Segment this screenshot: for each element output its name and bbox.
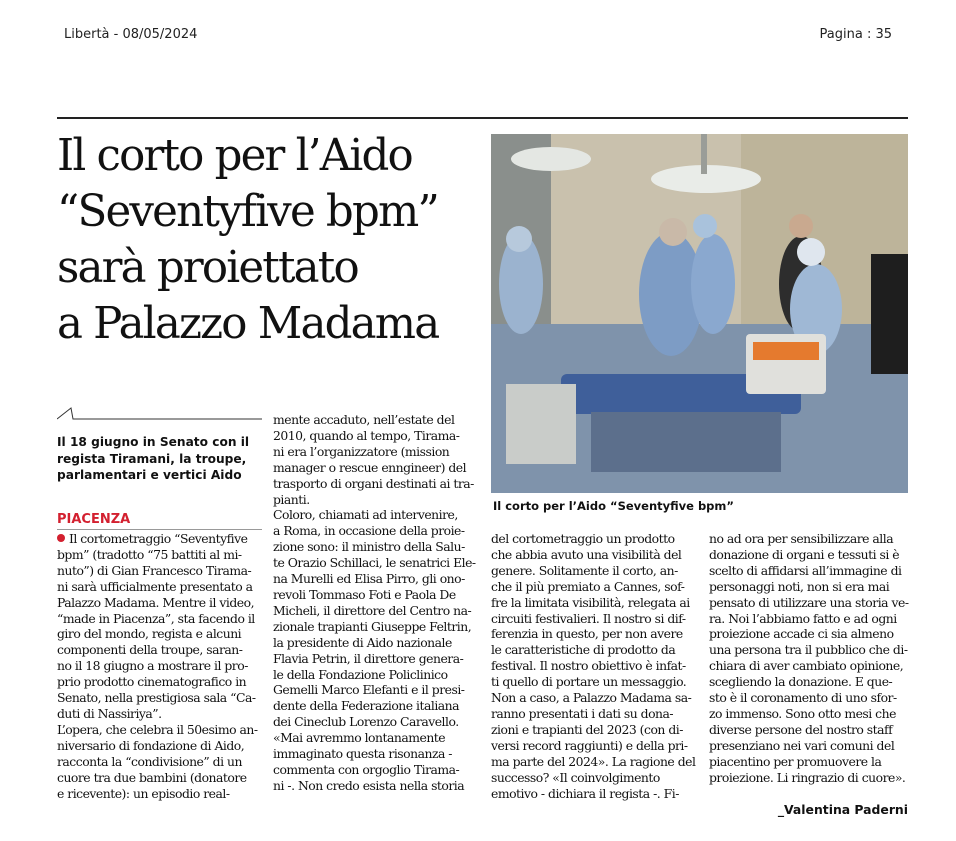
headline-line: “Seventyfive bpm” (57, 187, 438, 237)
article-line: te Orazio Schillaci, le senatrici Ele- (273, 555, 476, 571)
article-line: che abbia avuto una visibilità del (491, 546, 682, 562)
article-line (57, 531, 265, 547)
article-line: trasporto di organi destinati ai tra- (273, 475, 474, 491)
location-tag: PIACENZA (57, 512, 131, 527)
article-line: ti quello di portare un messaggio. (491, 674, 687, 690)
subhead-line: parlamentari e vertici Aido (57, 468, 242, 482)
photo-illustration (491, 134, 908, 493)
article-line: personaggi noti, non si era mai (709, 578, 890, 594)
page-number: Pagina : 35 (819, 27, 892, 42)
article-line: cuore tra due bambini (donatore (57, 769, 247, 785)
article-line: le della Fondazione Policlinico (273, 666, 448, 682)
article-line: le caratteristiche di prodotto da (491, 642, 676, 658)
article-line: “made in Piacenza”, sta facendo il (57, 610, 255, 626)
subhead-line: Il 18 giugno in Senato con il (57, 435, 250, 449)
article-line: a Roma, in occasione della proie- (273, 523, 465, 539)
article-line: piacentino per promuovere la (709, 753, 882, 769)
headline-line: a Palazzo Madama (57, 299, 439, 349)
article-line: nuto”) di Gian Francesco Tirama- (57, 562, 252, 578)
article-line: racconta la “condivisione” di un (57, 753, 242, 769)
article-line-text: Il cortometraggio “Seventyfive (69, 531, 248, 546)
article-line: Micheli, il direttore del Centro na- (273, 602, 472, 618)
article-line: circuiti festivalieri. Il nostro si dif- (491, 610, 686, 626)
article-line: niversario di fondazione di Aido, (57, 737, 245, 753)
photo-caption: Il corto per l’Aido “Seventyfive bpm” (493, 499, 734, 513)
article-line: ferenzia in questo, per non avere (491, 626, 683, 642)
subheadline (57, 434, 262, 484)
article-line: zionale trapianti Giuseppe Feltrin, (273, 618, 472, 634)
article-line: scelto di affidarsi all’immagine di (709, 562, 902, 578)
article-line: Non a caso, a Palazzo Madama sa- (491, 690, 692, 706)
article-line: versi record raggiunti) e della pri- (491, 737, 688, 753)
article-line: na Murelli ed Elisa Pirro, gli ono- (273, 571, 465, 587)
article-line: ra. Noi l’abbiamo fatto e ad ogni (709, 610, 897, 626)
article-line: che il più premiato a Cannes, sof- (491, 578, 685, 594)
article-line: sto è il coronamento di uno sfor- (709, 690, 897, 706)
article-line: no il 18 giugno a mostrare il pro- (57, 658, 248, 674)
headline (57, 128, 482, 352)
article-line: chiara di aver cambiato opinione, (709, 658, 904, 674)
article-line: ni era l’organizzatore (mission (273, 443, 450, 459)
article-line: manager o rescue enngineer) del (273, 459, 467, 475)
article-column-3 (491, 531, 697, 801)
article-line: pianti. (273, 491, 310, 507)
article-line: e ricevente): un episodio real- (57, 785, 230, 801)
operating-room-photo (491, 134, 908, 493)
article-line: presenziano nei vari comuni del (709, 737, 895, 753)
article-line: zione sono: il ministro della Salu- (273, 539, 465, 555)
article-line: ni sarà ufficialmente presentato a (57, 578, 253, 594)
article-line: festival. Il nostro obiettivo è infat- (491, 658, 686, 674)
article-line: diverse persone del nostro staff (709, 721, 893, 737)
article-line: donazione di organi e tessuti si è (709, 546, 900, 562)
article-line: la presidente di Aido nazionale (273, 634, 452, 650)
article-line: commenta con orgoglio Tirama- (273, 761, 460, 777)
article-line: successo? «Il coinvolgimento (491, 769, 660, 785)
article-line: dei Cineclub Lorenzo Caravello. (273, 714, 459, 730)
article-line: una persona tra il pubblico che di- (709, 642, 908, 658)
article-line: bpm” (tradotto “75 battiti al mi- (57, 546, 242, 562)
article-line: ma parte del 2024». La ragione del (491, 753, 696, 769)
article-line: Palazzo Madama. Mentre il video, (57, 594, 255, 610)
author-byline: _Valentina Paderni (777, 802, 908, 817)
article-line: fre la limitata visibilità, relegata ai (491, 594, 690, 610)
article-line: scegliendo la donazione. E que- (709, 674, 893, 690)
article-line: proiezione accade ci sia almeno (709, 626, 894, 642)
article-line: Coloro, chiamati ad intervenire, (273, 507, 458, 523)
article-line: duti di Nassiriya”. (57, 705, 162, 721)
article-line: L’opera, che celebra il 50esimo an- (57, 721, 258, 737)
article-line: Flavia Petrin, il direttore genera- (273, 650, 464, 666)
article-line: del cortometraggio un prodotto (491, 531, 675, 546)
kicker-line (57, 407, 262, 421)
article-column-2 (273, 412, 483, 794)
article-line: zioni e trapianti del 2023 (con di- (491, 721, 683, 737)
subhead-line: regista Tiramani, la troupe, (57, 451, 247, 466)
headline-line: sarà proiettato (57, 243, 358, 293)
article-line: emotivo - dichiara il regista -. Fi- (491, 785, 679, 801)
article-line: dente della Federazione italiana (273, 698, 460, 714)
top-rule (57, 117, 908, 119)
article-line: revoli Tommaso Foti e Paola De (273, 586, 456, 602)
article-line: no ad ora per sensibilizzare alla (709, 531, 894, 546)
article-line: immaginato questa risonanza - (273, 746, 452, 762)
article-line: Senato, nella prestigiosa sala “Ca- (57, 690, 256, 706)
location-rule (57, 529, 262, 530)
headline-line: Il corto per l’Aido (57, 131, 412, 181)
article-line: mente accaduto, nell’estate del (273, 412, 455, 427)
article-line: zo immenso. Sono otto mesi che (709, 705, 896, 721)
article-line: componenti della troupe, saran- (57, 642, 243, 658)
article-column-4 (709, 531, 909, 786)
article-line: Gemelli Marco Elefanti e il presi- (273, 682, 465, 698)
article-line: genere. Solitamente il corto, an- (491, 562, 678, 578)
article-line: proiezione. Li ringrazio di cuore». (709, 769, 906, 785)
publication-date: Libertà - 08/05/2024 (64, 27, 198, 42)
red-bullet-icon (57, 534, 65, 542)
article-column-1 (57, 531, 265, 801)
article-line: ni -. Non credo esista nella storia (273, 777, 465, 793)
article-line: prio prodotto cinematografico in (57, 674, 247, 690)
article-line: «Mai avremmo lontanamente (273, 730, 446, 746)
article-line: 2010, quando al tempo, Tirama- (273, 427, 460, 443)
article-line: ranno presentati i dati su dona- (491, 705, 674, 721)
article-line: giro del mondo, regista e alcuni (57, 626, 242, 642)
article-line: pensato di utilizzare una storia ve- (709, 594, 909, 610)
